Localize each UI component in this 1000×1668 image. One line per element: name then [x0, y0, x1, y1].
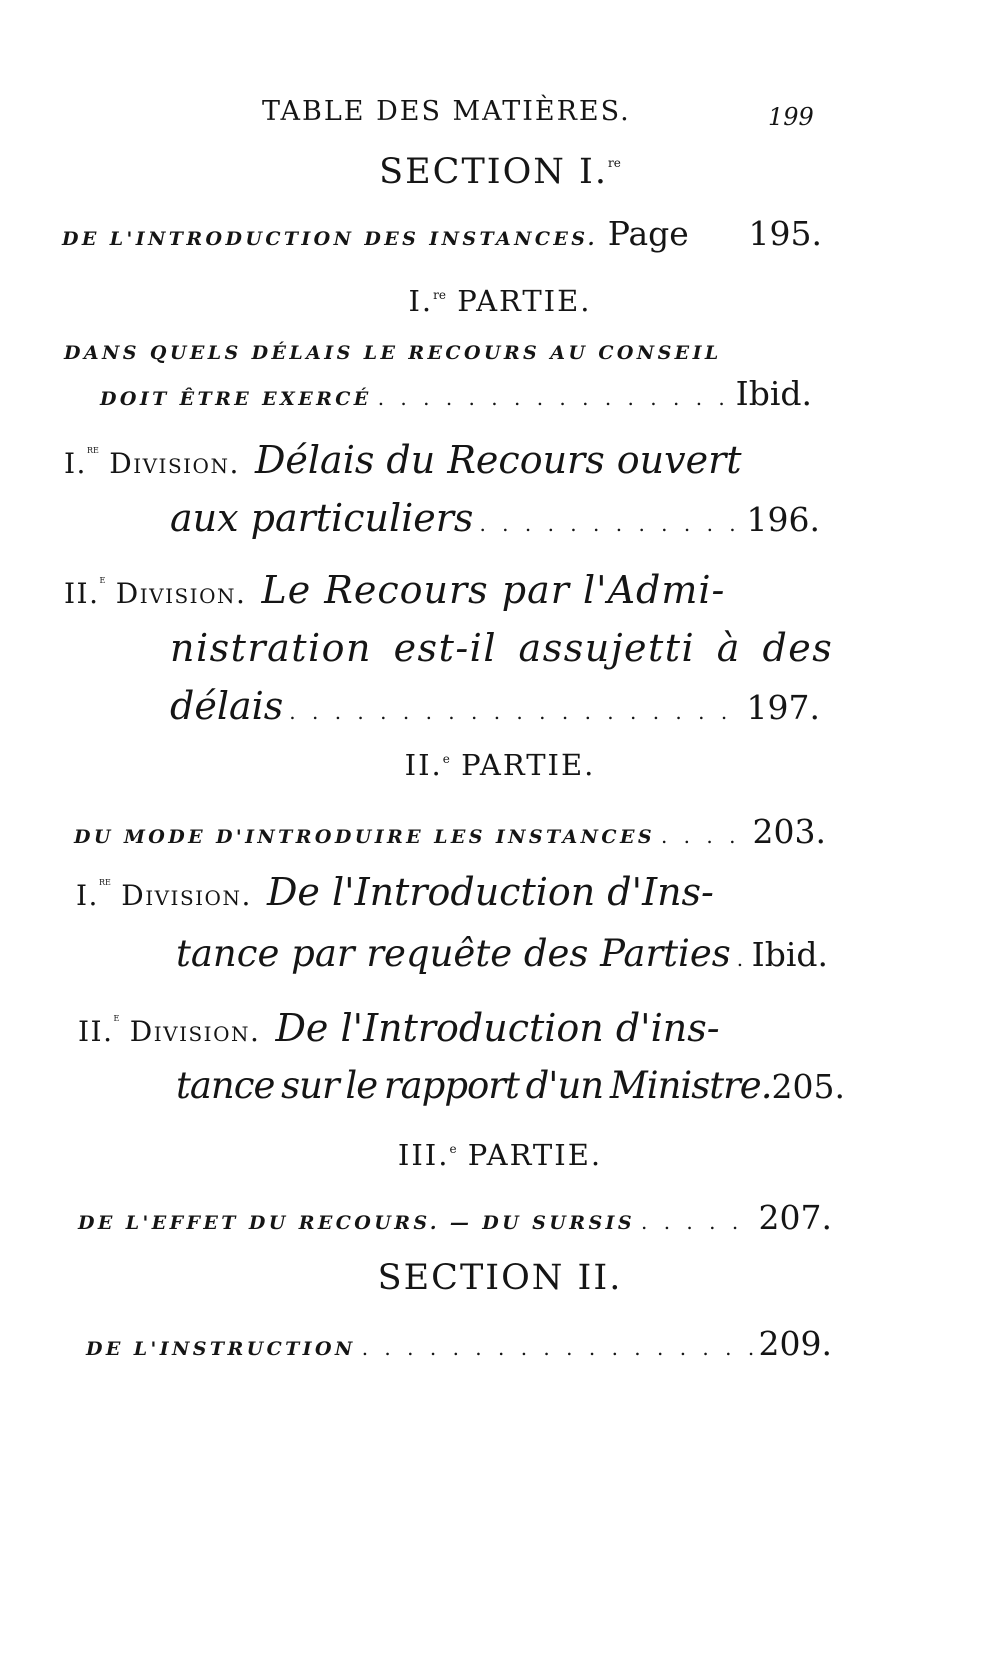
- division-title: Délais du Recours ouvert: [254, 438, 742, 482]
- page-ref: 203.: [752, 812, 826, 851]
- leader-dots: [289, 700, 740, 724]
- division-1-1-line1: [64, 438, 742, 482]
- leader-dots: [661, 824, 747, 848]
- partie-1-heading: I.$^{re}$ PARTIE.: [408, 284, 592, 318]
- division-label: II.$^e$ Division.: [78, 1010, 261, 1048]
- division-1-2-line3: délais . . . 197.: [170, 684, 820, 728]
- division-1-2-line1: [64, 568, 725, 612]
- page-ref: 197.: [746, 688, 820, 727]
- leader-dots: [737, 947, 746, 971]
- partie-2-heading: II.$^e$ PARTIE.: [404, 748, 596, 782]
- page-label: Page: [607, 214, 689, 253]
- division-label: I.$^{re}$ Division.: [64, 442, 240, 480]
- leader-dots: [362, 1336, 753, 1360]
- toc-entry-introduction-des-instances: [62, 214, 822, 253]
- division-label: II.$^e$ Division.: [64, 572, 247, 610]
- division-title: Le Recours par l'Admi-: [261, 568, 726, 612]
- leader-dots: [378, 386, 730, 410]
- division-2-1-line1: [76, 870, 714, 914]
- leader-dots: [479, 512, 740, 536]
- entry-title: DE L'INTRODUCTION DES INSTANCES.: [62, 228, 598, 250]
- page-ref: 195.: [748, 214, 822, 253]
- division-1-1-line2: aux particuliers . . . 196.: [170, 496, 820, 540]
- toc-entry-mode-introduire: DU MODE D'INTRODUIRE LES INSTANCES . . . 203.: [74, 812, 826, 851]
- page-ref: 205.: [771, 1067, 845, 1106]
- section-2-heading: SECTION II.: [377, 1258, 623, 1298]
- division-title: De l'Introduction d'ins-: [275, 1006, 720, 1050]
- page-ref: Ibid.: [751, 935, 828, 974]
- leader-dots: [641, 1210, 753, 1234]
- section-1-heading: SECTION I.$^{re}$: [379, 152, 621, 192]
- page-ref: 209.: [758, 1324, 832, 1363]
- partie-3-heading: III.$^e$ PARTIE.: [397, 1138, 603, 1172]
- page-ref: Ibid.: [735, 374, 812, 413]
- toc-entry-delais-line2: DOIT ÊTRE EXERCÉ . . . Ibid.: [100, 374, 812, 413]
- folio-number: 199: [768, 103, 814, 131]
- division-label: I.$^{re}$ Division.: [76, 874, 252, 912]
- toc-entry-effet-recours: DE L'EFFET DU RECOURS. — DU SURSIS . . . 207.: [78, 1198, 832, 1237]
- toc-entry-delais-line1: DANS QUELS DÉLAIS LE RECOURS AU CONSEIL: [64, 342, 722, 364]
- division-2-1-line2: tance par requête des Parties . . . Ibid.: [176, 932, 828, 975]
- running-title: TABLE DES MATIÈRES.: [262, 96, 631, 127]
- toc-entry-instruction: DE L'INSTRUCTION . . . 209.: [86, 1324, 832, 1363]
- division-2-2-line2: tance sur le rapport d'un Ministre. 205.: [176, 1064, 845, 1107]
- page-ref: 207.: [758, 1198, 832, 1237]
- division-title: De l'Introduction d'Ins-: [266, 870, 714, 914]
- division-2-2-line1: [78, 1006, 720, 1050]
- page-ref: 196.: [746, 500, 820, 539]
- division-1-2-line2: nistration est-il assujetti à des: [170, 626, 834, 670]
